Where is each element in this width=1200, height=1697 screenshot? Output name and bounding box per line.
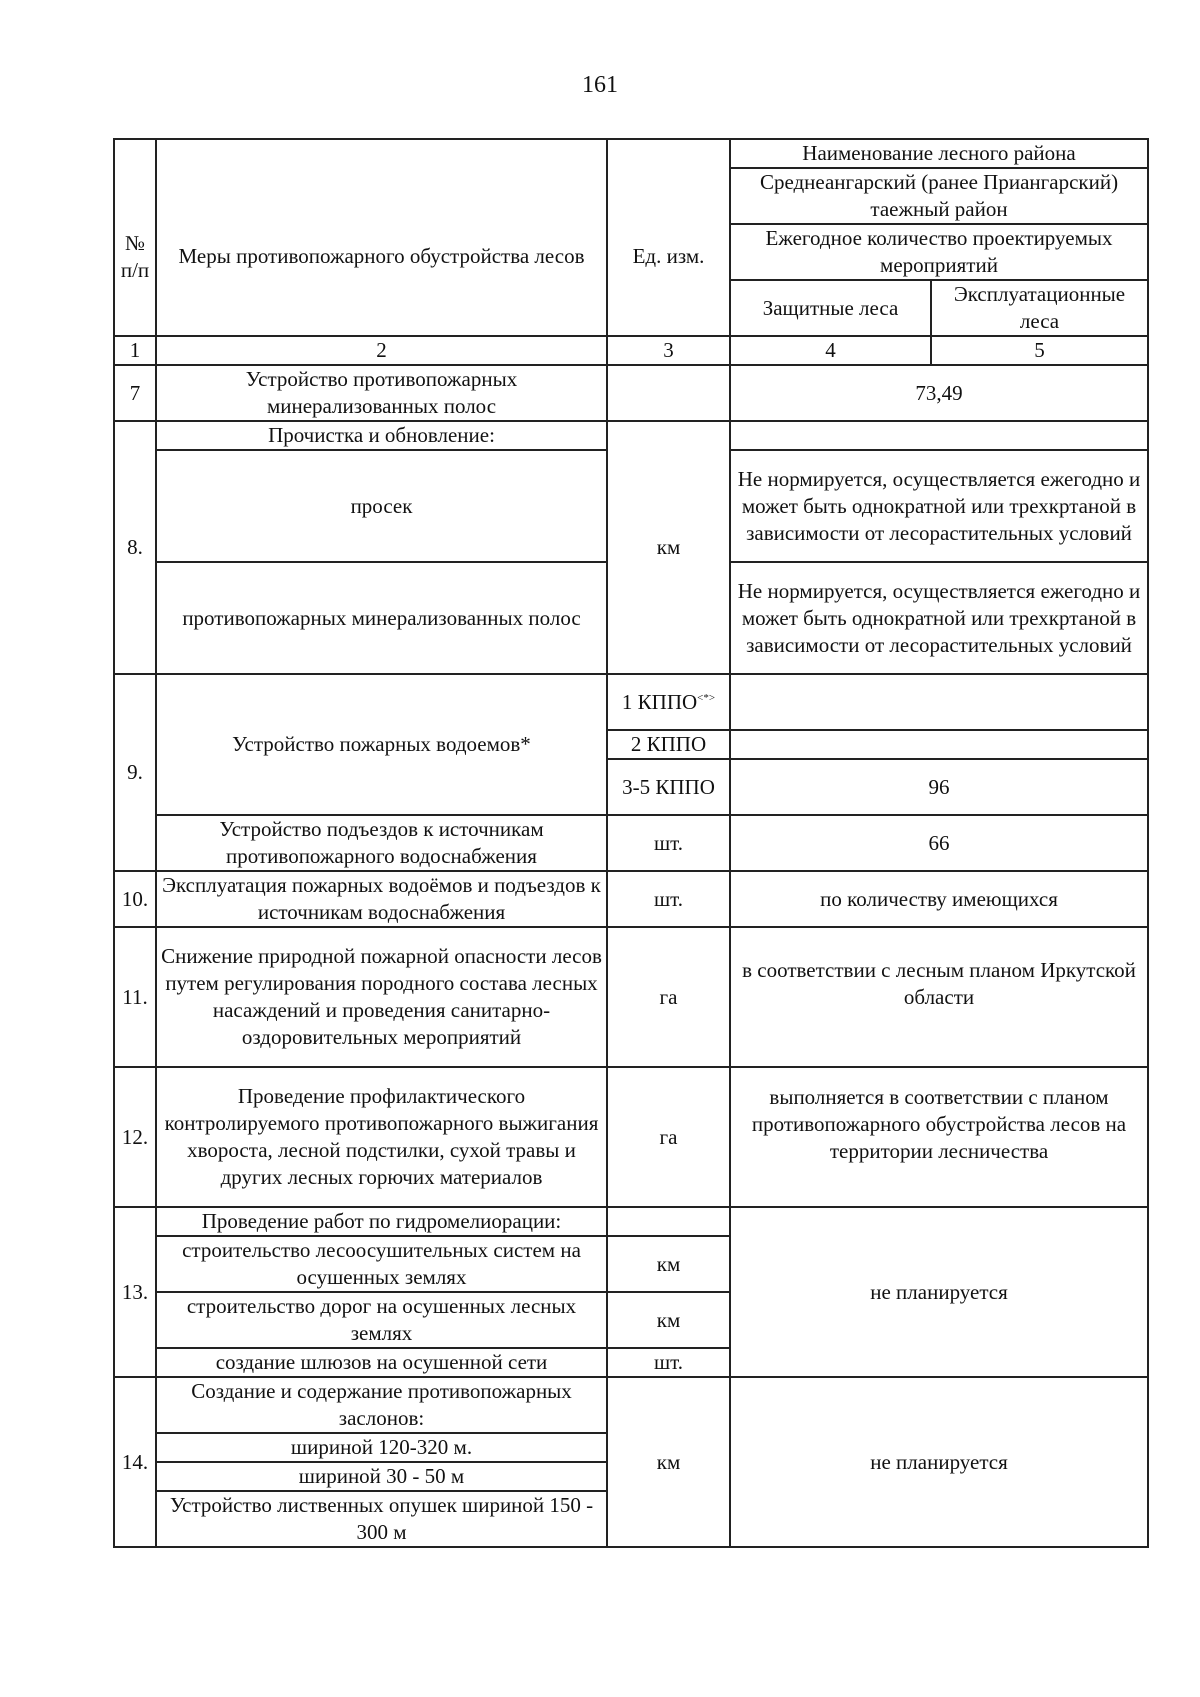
row10-num: 10. bbox=[114, 871, 156, 927]
row14-sub2: шириной 30 - 50 м bbox=[156, 1462, 607, 1491]
row8-num: 8. bbox=[114, 421, 156, 674]
row7-num: 7 bbox=[114, 365, 156, 421]
row13-measure: Проведение работ по гидромелиорации: bbox=[156, 1207, 607, 1236]
row9-unit1 bbox=[607, 674, 730, 730]
row8-value1: Не нормируется, осуществляется ежегодно и может быть однократной или трехкртаной в зависимости от лесорастительных условий bbox=[730, 450, 1148, 562]
header-annual-caption: Ежегодное количество проектируемых мероприятий bbox=[730, 224, 1148, 280]
header-district-name: Среднеангарский (ранее Приангарский) таежный район bbox=[730, 168, 1148, 224]
row8-unit: км bbox=[607, 421, 730, 674]
row13-sub1-unit: км bbox=[607, 1236, 730, 1292]
row13-sub1: строительство лесоосушительных систем на осушенных землях bbox=[156, 1236, 607, 1292]
col-number-2: 2 bbox=[156, 336, 607, 365]
row13-value: не планируется bbox=[730, 1207, 1148, 1377]
row14-unit: км bbox=[607, 1377, 730, 1547]
row13-num: 13. bbox=[114, 1207, 156, 1377]
row9-num: 9. bbox=[114, 674, 156, 871]
row9-unit1-text: 1 КППО bbox=[621, 689, 698, 714]
header-col-unit: Ед. изм. bbox=[607, 139, 730, 336]
row13-sub3: создание шлюзов на осушенной сети bbox=[156, 1348, 607, 1377]
row9-unit2: 2 КППО bbox=[607, 730, 730, 759]
row8-sub-proseki: просек bbox=[156, 450, 607, 562]
row8-measure: Прочистка и обновление: bbox=[156, 421, 607, 450]
row7-unit bbox=[607, 365, 730, 421]
col-number-1: 1 bbox=[114, 336, 156, 365]
row13-sub3-unit: шт. bbox=[607, 1348, 730, 1377]
row9-sub-value: 66 bbox=[730, 815, 1148, 871]
header-col-num: № п/п bbox=[114, 139, 156, 336]
row7-measure: Устройство противопожарных минерализованных полос bbox=[156, 365, 607, 421]
row9-value1 bbox=[730, 674, 1148, 730]
col-number-5: 5 bbox=[931, 336, 1148, 365]
col-number-3: 3 bbox=[607, 336, 730, 365]
row9-sub-unit: шт. bbox=[607, 815, 730, 871]
header-protective: Защитные леса bbox=[730, 280, 931, 336]
row10-measure: Эксплуатация пожарных водоёмов и подъездов к источникам водоснабжения bbox=[156, 871, 607, 927]
row14-num: 14. bbox=[114, 1377, 156, 1547]
row14-sub3: Устройство лиственных опушек шириной 150 - 300 м bbox=[156, 1491, 607, 1547]
col-number-4: 4 bbox=[730, 336, 931, 365]
row9-value3: 96 bbox=[730, 759, 1148, 815]
row13-sub2-unit: км bbox=[607, 1292, 730, 1348]
row13-unit-empty bbox=[607, 1207, 730, 1236]
row11-num: 11. bbox=[114, 927, 156, 1067]
row12-measure: Проведение профилактического контролируемого противопожарного выжигания хвороста, лесной подстилки, сухой травы и других лесных горючих материалов bbox=[156, 1067, 607, 1207]
row14-measure: Создание и содержание противопожарных заслонов: bbox=[156, 1377, 607, 1433]
row11-unit: га bbox=[607, 927, 730, 1067]
row11-measure: Снижение природной пожарной опасности лесов путем регулирования породного состава лесных насаждений и проведения санитарно-оздоровительных мероприятий bbox=[156, 927, 607, 1067]
page-number: 161 bbox=[582, 72, 618, 98]
row13-sub2: строительство дорог на осушенных лесных землях bbox=[156, 1292, 607, 1348]
row12-num: 12. bbox=[114, 1067, 156, 1207]
row10-value: по количеству имеющихся bbox=[730, 871, 1148, 927]
row12-unit: га bbox=[607, 1067, 730, 1207]
row9-sub-measure: Устройство подъездов к источникам противопожарного водоснабжения bbox=[156, 815, 607, 871]
row12-value: выполняется в соответствии с планом противопожарного обустройства лесов на территории лесничества bbox=[730, 1067, 1148, 1207]
row9-value2 bbox=[730, 730, 1148, 759]
row11-value: в соответствии с лесным планом Иркутской области bbox=[730, 927, 1148, 1067]
header-district-caption: Наименование лесного района bbox=[730, 139, 1148, 168]
row8-sub-polosy: противопожарных минерализованных полос bbox=[156, 562, 607, 674]
row8-value-empty bbox=[730, 421, 1148, 450]
row14-sub1: шириной 120-320 м. bbox=[156, 1433, 607, 1462]
row14-value: не планируется bbox=[730, 1377, 1148, 1547]
header-col-measures: Меры противопожарного обустройства лесов bbox=[156, 139, 607, 336]
row10-unit: шт. bbox=[607, 871, 730, 927]
row9-measure: Устройство пожарных водоемов* bbox=[156, 674, 607, 815]
header-exploitation: Эксплуатационные леса bbox=[931, 280, 1148, 336]
row9-unit3: 3-5 КППО bbox=[607, 759, 730, 815]
fire-measures-table bbox=[113, 138, 1149, 1548]
row8-value2: Не нормируется, осуществляется ежегодно и может быть однократной или трехкртаной в зависимости от лесорастительных условий bbox=[730, 562, 1148, 674]
row7-value: 73,49 bbox=[730, 365, 1148, 421]
row9-unit1-footnote: <*> bbox=[697, 691, 716, 704]
